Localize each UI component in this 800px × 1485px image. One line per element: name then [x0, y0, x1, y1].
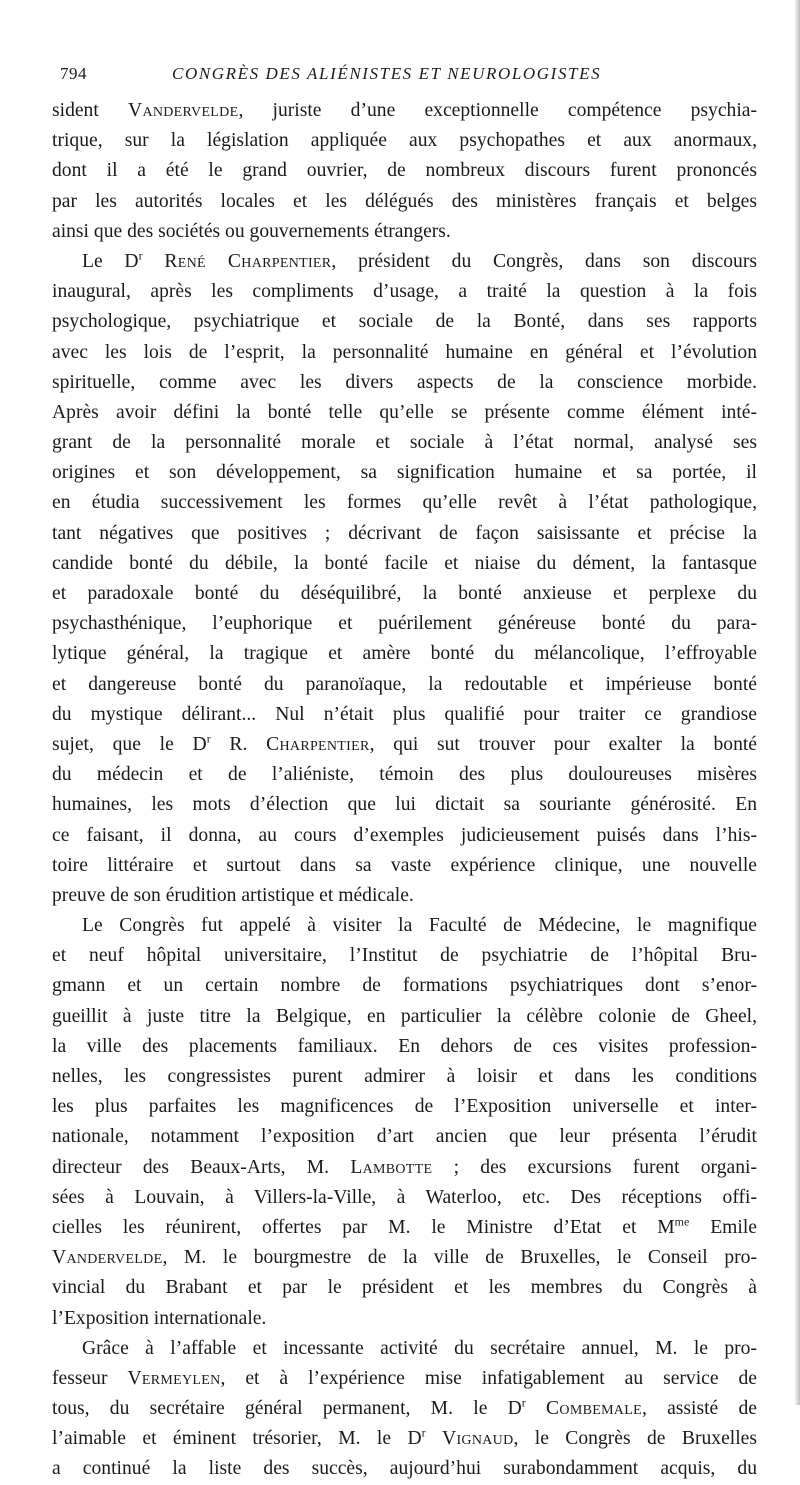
- text-run: fesseur: [52, 1367, 128, 1389]
- text-line: [52, 670, 757, 700]
- running-title: CONGRÈS DES ALIÉNISTES ET NEUROLOGISTES: [172, 64, 602, 83]
- text-run: Après avoir défini la bonté telle qu’elle se présente comme élément inté-: [52, 401, 757, 423]
- text-line: [52, 1424, 757, 1454]
- text-run: tous, du secrétaire général permanent, M. le D: [52, 1398, 522, 1420]
- text-line: [52, 1243, 757, 1273]
- text-run: lytique général, la tragique et amère bonté du mélancolique, l’effroyable: [52, 643, 757, 665]
- text-line: [52, 519, 757, 549]
- text-run: , le Congrès de Bruxelles: [513, 1428, 757, 1450]
- text-run: sées à Louvain, à Villers-la-Ville, à Waterloo, etc. Des réceptions offi-: [52, 1186, 757, 1208]
- text-run: Grâce à l’affable et incessante activité du secrétaire annuel, M. le pro-: [82, 1337, 757, 1359]
- text-run: candide bonté du débile, la bonté facile et niaise du dément, la fantasque: [52, 552, 757, 574]
- text-line: [52, 881, 757, 911]
- text-run: , M. le bourgmestre de la ville de Bruxelles, le Conseil pro-: [162, 1247, 757, 1269]
- text-line: [52, 579, 757, 609]
- text-run: vincial du Brabant et par le président et les membres du Congrès à: [52, 1277, 757, 1299]
- text-run: Emile: [689, 1216, 757, 1238]
- text-run: et neuf hôpital universitaire, l’Institut de psychiatrie de l’hôpital Bru-: [52, 945, 757, 967]
- text-run: toire littéraire et surtout dans sa vaste expérience clinique, une nouvelle: [52, 854, 757, 876]
- superscript: r: [138, 248, 143, 263]
- text-line: [52, 368, 757, 398]
- author-name: Charpentier: [266, 733, 370, 755]
- text-run: a continué la liste des succès, aujourd’hui surabondamment acquis, du: [52, 1458, 757, 1480]
- text-line: [52, 428, 757, 458]
- text-line: [52, 760, 757, 790]
- text-line: [52, 247, 757, 277]
- text-run: sujet, que le D: [52, 733, 207, 755]
- text-line: [52, 821, 757, 851]
- text-line: [52, 851, 757, 881]
- text-line: [52, 790, 757, 820]
- text-run: ; des excursions furent organi-: [432, 1156, 757, 1178]
- text-line: [52, 126, 757, 156]
- author-name: René Charpentier: [164, 250, 332, 272]
- text-run: la ville des placements familiaux. En dehors de ces visites profession-: [52, 1035, 757, 1057]
- scan-edge-shadow: [794, 0, 800, 1405]
- text-run: tant négatives que positives ; décrivant de façon saisissante et précise la: [52, 522, 757, 544]
- text-line: [52, 1364, 757, 1394]
- text-run: , président du Congrès, dans son discours: [331, 250, 757, 272]
- text-run: et dangereuse bonté du paranoïaque, la redoutable et impérieuse bonté: [52, 673, 757, 695]
- text-line: [52, 1454, 757, 1484]
- text-run: grant de la personnalité morale et sociale à l’état normal, analysé ses: [52, 432, 757, 454]
- text-line: [52, 1092, 757, 1122]
- text-line: [52, 1153, 757, 1183]
- text-line: [52, 1062, 757, 1092]
- text-line: [52, 488, 757, 518]
- text-run: l’Exposition internationale.: [52, 1307, 267, 1329]
- text-line: [52, 1304, 757, 1334]
- text-run: et paradoxale bonté du déséquilibré, la bonté anxieuse et perplexe du: [52, 583, 757, 604]
- text-line: [52, 277, 757, 307]
- text-run: humaines, les mots d’élection que lui dictait sa souriante générosité. En: [52, 794, 757, 816]
- text-run: , qui sut trouver pour exalter la bonté: [369, 733, 757, 755]
- text-run: sident: [52, 100, 128, 121]
- text-line: [52, 398, 757, 428]
- text-line: [52, 338, 757, 368]
- text-run: dont il a été le grand ouvrier, de nombreux discours furent prononcés: [52, 160, 757, 182]
- text-run: ainsi que des sociétés ou gouvernements étrangers.: [52, 220, 451, 242]
- superscript: r: [206, 731, 211, 746]
- text-line: [52, 971, 757, 1001]
- text-line: [52, 609, 757, 639]
- author-name: Combemale: [546, 1398, 642, 1420]
- text-run: Le Congrès fut appelé à visiter la Faculté de Médecine, le magnifique: [82, 915, 757, 937]
- text-line: [52, 156, 757, 186]
- text-run: psychologique, psychiatrique et sociale de la Bonté, dans ses rapports: [52, 311, 757, 333]
- text-run: nelles, les congressistes purent admirer à loisir et dans les conditions: [52, 1066, 757, 1087]
- author-name: Vandervelde: [52, 1247, 163, 1269]
- author-name: Vermeylen: [127, 1367, 221, 1389]
- text-run: directeur des Beaux-Arts, M.: [52, 1156, 351, 1178]
- text-line: [52, 1334, 757, 1364]
- text-run: spirituelle, comme avec les divers aspects de la conscience morbide.: [52, 371, 757, 393]
- text-run: par les autorités locales et les délégués des ministères français et belges: [52, 190, 757, 212]
- text-line: [52, 1394, 757, 1424]
- superscript: me: [674, 1214, 690, 1229]
- text-line: [52, 700, 757, 730]
- text-line: [52, 458, 757, 488]
- text-run: [526, 1398, 546, 1419]
- text-line: [52, 1002, 757, 1032]
- text-line: [52, 217, 757, 247]
- text-line: [52, 187, 757, 217]
- text-run: [143, 251, 165, 272]
- text-line: [52, 1122, 757, 1152]
- page-number: 794: [60, 64, 87, 83]
- text-run: cielles les réunirent, offertes par M. le Ministre d’Etat et M: [52, 1216, 675, 1238]
- text-run: Le D: [82, 250, 139, 272]
- text-run: gmann et un certain nombre de formations psychiatriques dont s’enor-: [52, 975, 757, 997]
- text-run: l’aimable et éminent trésorier, M. le D: [52, 1428, 422, 1450]
- text-run: du mystique délirant... Nul n’était plus qualifié pour traiter ce grandiose: [52, 703, 757, 725]
- text-run: avec les lois de l’esprit, la personnalité humaine en général et l’évolution: [52, 341, 757, 363]
- body-text: [52, 96, 757, 1485]
- text-line: [52, 730, 757, 760]
- text-line: [52, 1213, 757, 1243]
- text-line: [52, 941, 757, 971]
- text-run: en étudia successivement les formes qu’elle revêt à l’état pathologique,: [52, 492, 757, 514]
- text-line: [52, 1183, 757, 1213]
- text-run: inaugural, après les compliments d’usage, a traité la question à la fois: [52, 281, 757, 303]
- text-line: [52, 911, 757, 941]
- text-line: [52, 549, 757, 579]
- text-run: psychasthénique, l’euphorique et puérilement généreuse bonté du para-: [52, 613, 757, 635]
- author-name: Lambotte: [350, 1156, 433, 1178]
- text-line: [52, 1273, 757, 1303]
- text-run: nationale, notamment l’exposition d’art ancien que leur présenta l’érudit: [52, 1126, 757, 1148]
- text-run: , juriste d’une exceptionnelle compétence psychia-: [238, 100, 757, 121]
- author-name: Vandervelde: [128, 100, 239, 121]
- text-run: R.: [210, 733, 267, 755]
- text-line: [52, 639, 757, 669]
- author-name: Vignaud: [442, 1428, 514, 1450]
- text-line: [52, 1032, 757, 1062]
- text-run: preuve de son érudition artistique et médicale.: [52, 884, 414, 906]
- text-run: gueillit à juste titre la Belgique, en particulier la célèbre colonie de Gheel,: [52, 1005, 757, 1027]
- text-run: du médecin et de l’aliéniste, témoin des plus douloureuses misères: [52, 764, 757, 786]
- text-run: [426, 1428, 442, 1449]
- text-run: ce faisant, il donna, au cours d’exemples judicieusement puisés dans l’his-: [52, 824, 757, 846]
- superscript: r: [521, 1395, 526, 1410]
- text-line: [52, 307, 757, 337]
- text-run: trique, sur la législation appliquée aux psychopathes et aux anormaux,: [52, 130, 757, 152]
- text-run: , et à l’expérience mise infatigablement au service de: [220, 1367, 757, 1389]
- text-line: [52, 96, 757, 126]
- text-run: origines et son développement, sa signification humaine et sa portée, il: [52, 462, 757, 484]
- text-run: les plus parfaites les magnificences de l’Exposition universelle et inter-: [52, 1096, 757, 1118]
- page-header: [52, 64, 752, 90]
- text-run: , assisté de: [641, 1398, 757, 1420]
- superscript: r: [421, 1425, 426, 1440]
